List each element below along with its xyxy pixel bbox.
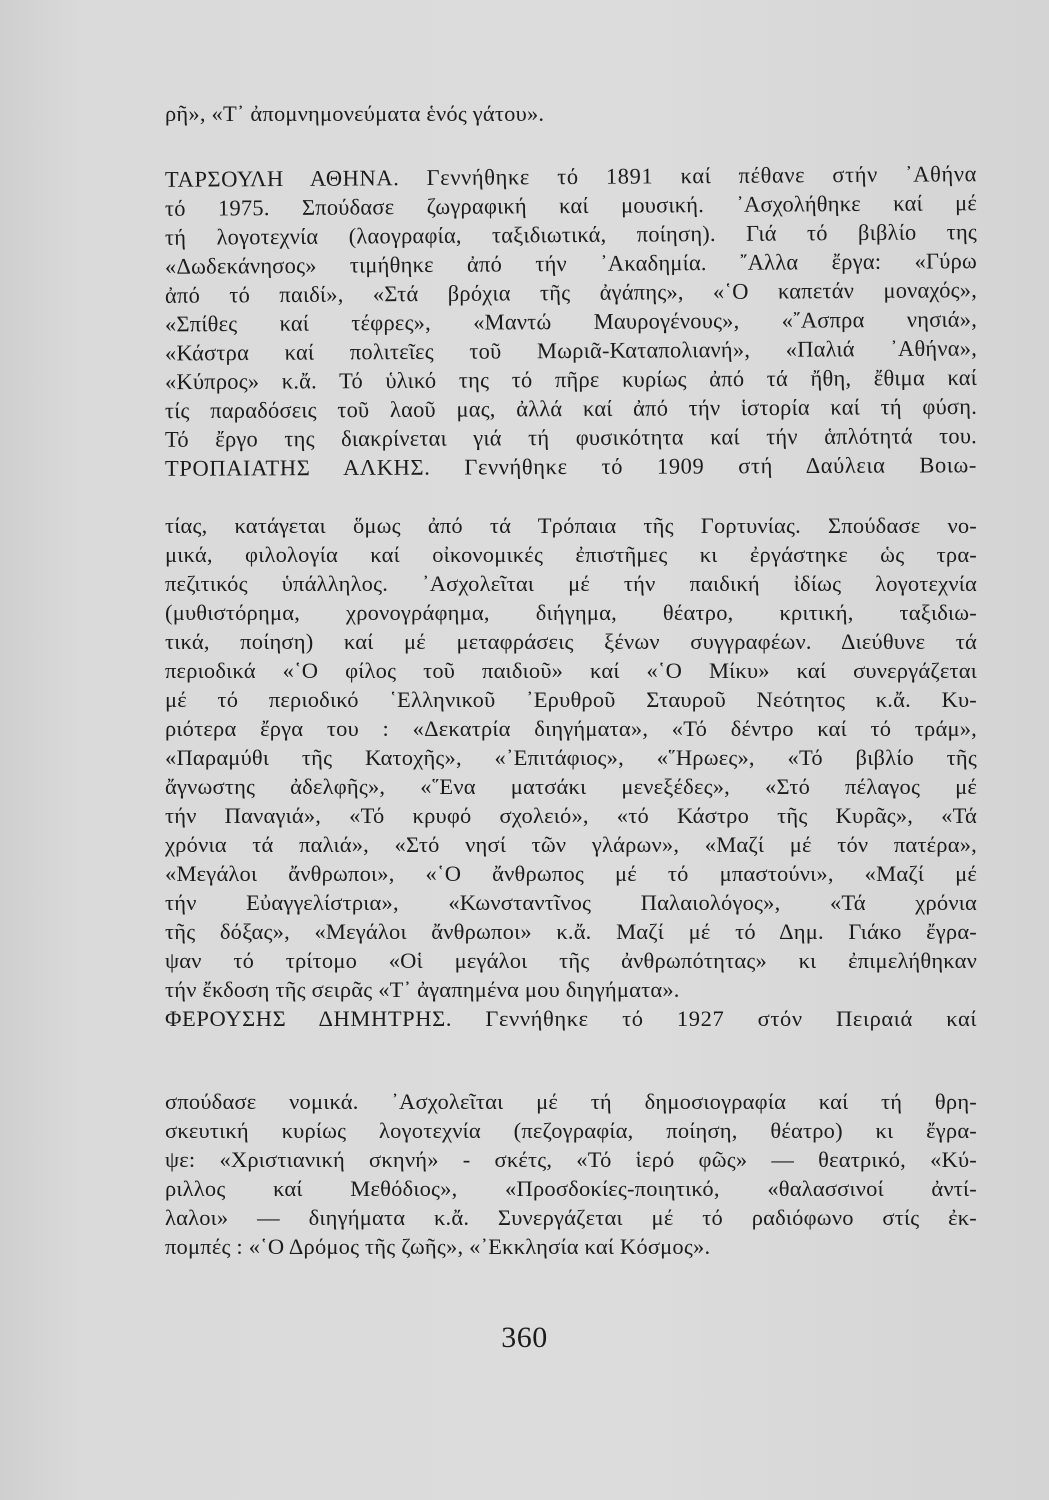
text-line: «Σπίθες καί τέφρες», «Μαντώ Μαυρογένους», «῎Ασπρα νησιά», <box>164 306 978 337</box>
text-line: ἄγνωστης ἀδελφῆς», «῞Ενα ματσάκι μενεξέδες», «Στό πέλαγος μέ <box>165 774 977 799</box>
text-line: τό 1975. Σπούδασε ζωγραφική καί μουσική. ᾿Ασχολήθηκε καί μέ <box>164 190 978 221</box>
text-line: τήν Παναγιά», «Τό κρυφό σχολειό», «τό Κάστρο τῆς Κυρᾶς», «Τά <box>165 803 977 828</box>
text-line: ΦΕΡΟΥΣΗΣ ΔΗΜΗΤΡΗΣ. Γεννήθηκε τό 1927 στόν Πειραιά καί <box>165 1006 977 1031</box>
text-line: πομπές : «῾Ο Δρόμος τῆς ζωῆς», «᾿Εκκλησία καί Κόσμος». <box>165 1234 711 1259</box>
text-line: «Δωδεκάνησος» τιμήθηκε ἀπό τήν ᾿Ακαδημία. ῎Αλλα ἔργα: «Γύρω <box>164 248 978 279</box>
text-line: σπούδασε νομικά. ᾿Ασχολεῖται μέ τή δημοσιογραφία καί τή θρη- <box>165 1089 977 1114</box>
text-line: ριλλος καί Μεθόδιος», «Προσδοκίες-ποιητικό, «θαλασσινοί ἀντί- <box>165 1176 977 1201</box>
text-line: Τό ἔργο της διακρίνεται γιά τή φυσικότητα καί τήν ἁπλότητά του. <box>164 423 978 452</box>
text-line: μέ τό περιοδικό ῾Ελληνικοῦ ᾿Ερυθροῦ Σταυροῦ Νεότητος κ.ἄ. Κυ- <box>165 687 977 712</box>
text-line: τίς παραδόσεις τοῦ λαοῦ μας, ἀλλά καί ἀπό τήν ἱστορία καί τή φύση. <box>164 393 978 424</box>
text-line: ἀπό τό παιδί», «Στά βρόχια τῆς ἀγάπης», «῾Ο καπετάν μοναχός», <box>164 277 978 308</box>
text-line: τήν ἔκδοση τῆς σειρᾶς «Τ᾽ ἀγαπημένα μου διηγήματα». <box>165 977 680 1002</box>
text-line: πεζιτικός ὑπάλληλος. ᾿Ασχολεῖται μέ τήν παιδική ἰδίως λογοτεχνία <box>165 571 977 596</box>
text-line: τῆς δόξας», «Μεγάλοι ἄνθρωποι» κ.ἄ. Μαζί μέ τό Δημ. Γιάκο ἔγρα- <box>165 919 977 944</box>
text-line: τικά, ποίηση) καί μέ μεταφράσεις ξένων συγγραφέων. Διεύθυνε τά <box>165 629 977 654</box>
text-line: ψαν τό τρίτομο «Οἱ μεγάλοι τῆς ἀνθρωπότητας» κι ἐπιμελήθηκαν <box>165 948 977 973</box>
text-line: περιοδικά «῾Ο φίλος τοῦ παιδιοῦ» καί «῾Ο Μίκυ» καί συνεργάζεται <box>165 658 977 683</box>
text-line: χρόνια τά παλιά», «Στό νησί τῶν γλάρων», «Μαζί μέ τόν πατέρα», <box>165 832 977 857</box>
text-line: ριότερα ἔργα του : «Δεκατρία διηγήματα», «Τό δέντρο καί τό τράμ», <box>165 716 977 741</box>
text-line: λαλοι» — διηγήματα κ.ἄ. Συνεργάζεται μέ τό ραδιόφωνο στίς ἐκ- <box>165 1205 977 1230</box>
text-line: (μυθιστόρημα, χρονογράφημα, διήγημα, θέατρο, κριτική, ταξιδιω- <box>165 600 977 625</box>
page-number: 360 <box>501 1321 548 1354</box>
text-line: ψε: «Χριστιανική σκηνή» - σκέτς, «Τό ἱερό φῶς» — θεατρικό, «Κύ- <box>165 1147 977 1172</box>
text-line: μικά, φιλολογία καί οἰκονομικές ἐπιστῆμες κι ἐργάστηκε ὡς τρα- <box>165 542 977 567</box>
text-line: ΤΡΟΠΑΙΑΤΗΣ ΑΛΚΗΣ. Γεννήθηκε τό 1909 στή Δαύλεια Βοιω- <box>164 452 978 481</box>
text-line: σκευτική κυρίως λογοτεχνία (πεζογραφία, ποίηση, θέατρο) κι ἔγρα- <box>165 1118 977 1143</box>
text-line: τή λογοτεχνία (λαογραφία, ταξιδιωτικά, ποίηση). Γιά τό βιβλίο της <box>164 219 978 250</box>
text-line: ρῆ», «Τ᾽ ἀπομνημονεύματα ἑνός γάτου». <box>165 101 545 126</box>
text-line: «Παραμύθι τῆς Κατοχῆς», «᾿Επιτάφιος», «῞Ηρωες», «Τό βιβλίο τῆς <box>165 745 977 770</box>
text-line: «Μεγάλοι ἄνθρωποι», «῾Ο ἄνθρωπος μέ τό μπαστούνι», «Μαζί μέ <box>165 861 977 886</box>
text-line: τίας, κατάγεται ὅμως ἀπό τά Τρόπαια τῆς Γορτυνίας. Σπούδασε νο- <box>165 513 977 538</box>
text-line: «Κύπρος» κ.ἄ. Τό ὑλικό της τό πῆρε κυρίως ἀπό τά ἤθη, ἔθιμα καί <box>164 364 978 395</box>
text-line: ΤΑΡΣΟΥΛΗ ΑΘΗΝΑ. Γεννήθηκε τό 1891 καί πέθανε στήν ᾿Αθήνα <box>164 161 978 192</box>
text-line: τήν Εὐαγγελίστρια», «Κωνσταντῖνος Παλαιολόγος», «Τά χρόνια <box>165 890 977 915</box>
text-line: «Κάστρα καί πολιτεῖες τοῦ Μωριᾶ-Καταπολιανή», «Παλιά ᾿Αθήνα», <box>164 335 978 366</box>
